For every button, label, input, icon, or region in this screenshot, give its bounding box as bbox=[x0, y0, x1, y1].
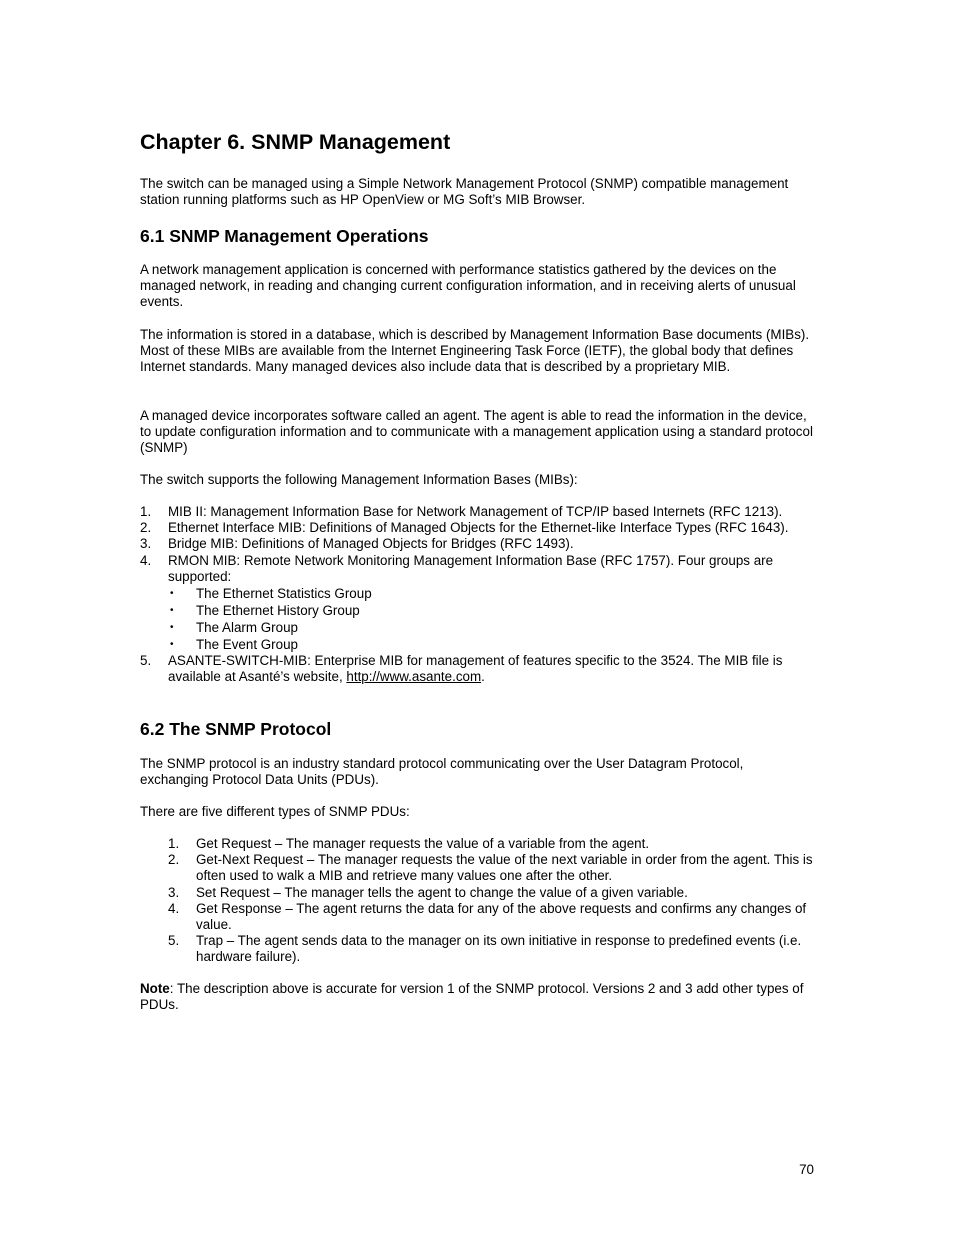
list-item: 5. ASANTE-SWITCH-MIB: Enterprise MIB for management of features specific to the 3524. The MIB file is available at Asanté’s website, http://www.asante.com. bbox=[140, 653, 783, 685]
paragraph-supported-mibs: The switch supports the following Management Information Bases (MIBs): bbox=[140, 472, 578, 487]
list-item: 1. Get Request – The manager requests the value of a variable from the agent. bbox=[168, 836, 650, 851]
list-item: • The Event Group bbox=[170, 637, 298, 653]
bullet-icon: • bbox=[170, 605, 174, 617]
page-number: 70 bbox=[799, 1162, 814, 1177]
note-label: Note bbox=[140, 981, 170, 996]
paragraph-network-management: A network management application is concerned with performance statistics gathered by the devices on the managed network, in reading and changing current configuration information, and in receiving alerts of unusual events. bbox=[140, 262, 796, 310]
bullet-icon: • bbox=[170, 588, 174, 600]
bullet-icon: • bbox=[170, 639, 174, 651]
list-item: 2. Ethernet Interface MIB: Definitions of Managed Objects for the Ethernet-like Interface Types (RFC 1643). bbox=[140, 520, 789, 536]
list-item: 1. MIB II: Management Information Base for Network Management of TCP/IP based Internets (RFC 1213). bbox=[140, 504, 783, 519]
intro-paragraph: The switch can be managed using a Simple Network Management Protocol (SNMP) compatible management station running platforms such as HP OpenView or MG Soft’s MIB Browser. bbox=[140, 176, 789, 208]
paragraph-pdu-types: There are five different types of SNMP PDUs: bbox=[140, 804, 410, 819]
mib-list bbox=[140, 504, 815, 685]
list-item: 3. Bridge MIB: Definitions of Managed Objects for Bridges (RFC 1493). bbox=[140, 536, 574, 552]
list-item: • The Ethernet Statistics Group bbox=[170, 586, 372, 602]
paragraph-snmp-protocol: The SNMP protocol is an industry standard protocol communicating over the User Datagram Protocol, exchanging Protocol Data Units (PDUs). bbox=[140, 756, 744, 788]
section-heading-6-2: 6.2 The SNMP Protocol bbox=[140, 719, 332, 739]
list-item: 4. RMON MIB: Remote Network Monitoring Management Information Base (RFC 1757). Four groups are supported: • The Ethernet Statistics Group • The Ethernet History Group • The Alarm Group • The Event Group bbox=[140, 553, 815, 653]
list-item: 2. Get-Next Request – The manager requests the value of the next variable in order from the agent. This is often used to walk a MIB and retrieve many values one after the other. bbox=[168, 852, 813, 884]
chapter-title: Chapter 6. SNMP Management bbox=[140, 130, 451, 154]
paragraph-agent: A managed device incorporates software called an agent. The agent is able to read the information in the device, to update configuration information and to communicate with a management application using a standard protocol (SNMP) bbox=[140, 408, 813, 456]
asante-website-link[interactable]: http://www.asante.com bbox=[346, 669, 482, 685]
list-item: 4. Get Response – The agent returns the data for any of the above requests and confirms any changes of value. bbox=[168, 900, 807, 933]
bullet-icon: • bbox=[170, 622, 174, 634]
pdu-list bbox=[168, 836, 815, 966]
section-heading-6-1: 6.1 SNMP Management Operations bbox=[140, 226, 429, 246]
rmon-group-list bbox=[168, 585, 815, 653]
list-item: 5. Trap – The agent sends data to the manager on its own initiative in response to predefined events (i.e. hardware failure). bbox=[168, 933, 802, 965]
list-item: 3. Set Request – The manager tells the agent to change the value of a given variable. bbox=[168, 884, 688, 900]
paragraph-mib-database: The information is stored in a database, which is described by Management Information Base documents (MIBs). Most of these MIBs are available from the Internet Engineering Task Force (IETF), the global body that defines Internet standards. Many managed devices also include data that is described by a proprietary MIB. bbox=[140, 327, 810, 375]
note-paragraph: Note: The description above is accurate for version 1 of the SNMP protocol. Versions 2 and 3 add other types of PDUs. bbox=[140, 981, 804, 1013]
list-item: • The Ethernet History Group bbox=[170, 603, 360, 619]
list-item: • The Alarm Group bbox=[170, 620, 298, 636]
